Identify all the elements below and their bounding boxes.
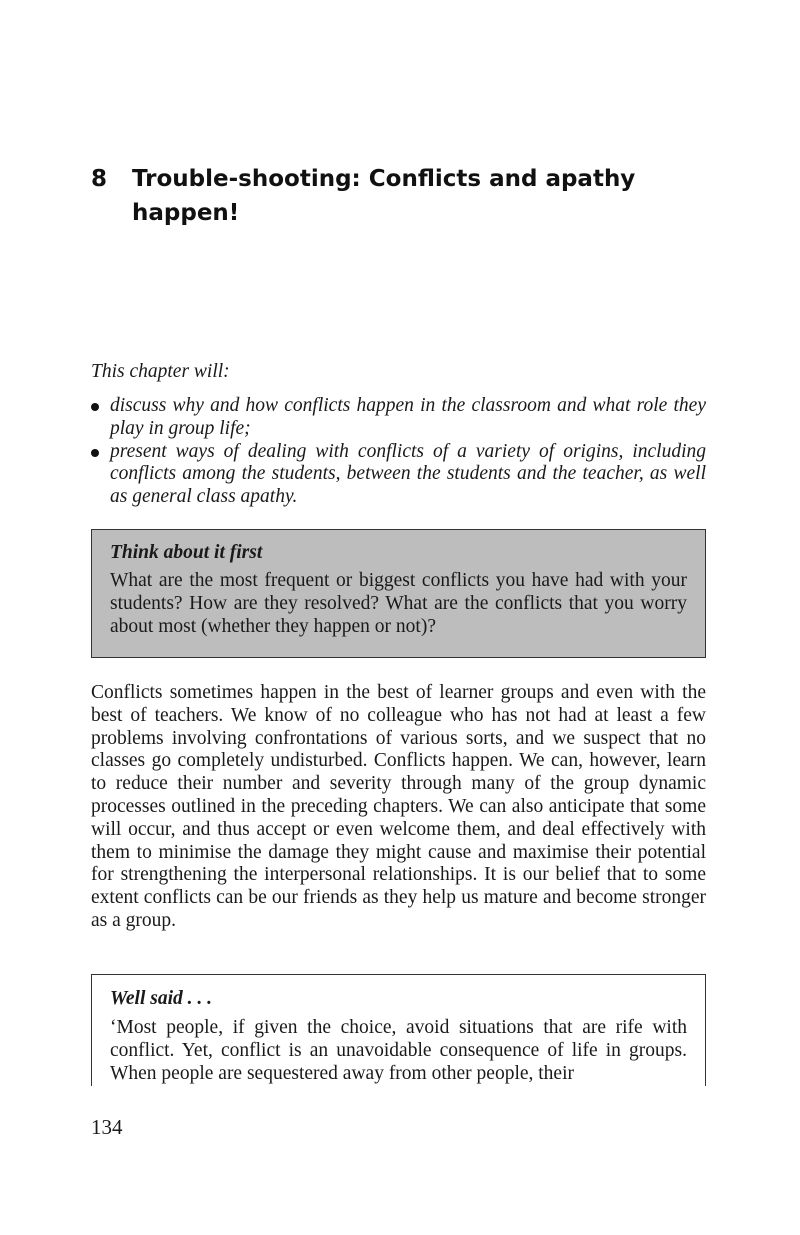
quote-box-text: ‘Most people, if given the choice, avoid situations that are rife with conflict. Yet, conflict is an unavoidable consequence of life in groups. When people are sequestered away from other people, their <box>110 1017 687 1084</box>
well-said-box <box>91 974 706 1086</box>
body-paragraph: Conflicts sometimes happen in the best of learner groups and even with the best of teachers. We know of no colleague who has not had at least a few problems involving confrontations of various sorts, and we suspect that no classes go completely undisturbed. Conflicts happen. We can, however, learn to reduce their number and severity through many of the group dynamic processes outlined in the preceding chapters. We can also anticipate that some will occur, and thus accept or even welcome them, and deal effectively with them to minimise the damage they might cause and maximise their potential for strengthening the interpersonal relationships. It is our belief that to some extent conflicts can be our friends as they help us mature and become stronger as a group. <box>91 682 706 931</box>
page-number: 134 <box>91 1115 123 1139</box>
objective-item <box>91 441 706 509</box>
intro-label: This chapter will: <box>91 361 230 382</box>
quote-box-title: Well said . . . <box>110 988 213 1009</box>
think-box-text: What are the most frequent or biggest conflicts you have had with your students? How are they resolved? What are the conflicts that you worry about most (whether they happen or not)? <box>110 570 687 637</box>
think-about-it-box <box>91 529 706 658</box>
bullet-icon <box>91 403 99 411</box>
objective-text: discuss why and how conflicts happen in the classroom and what role they play in group life; <box>110 395 706 439</box>
chapter-number: 8 <box>91 166 108 192</box>
objectives-list <box>91 395 706 509</box>
objective-item <box>91 395 706 441</box>
think-box-title: Think about it first <box>110 542 263 563</box>
chapter-heading <box>91 162 711 230</box>
objective-text: present ways of dealing with conflicts of a variety of origins, including conflicts among the students, between the students and the teacher, as well as general class apathy. <box>110 440 706 508</box>
chapter-title: Trouble-shooting: Conflicts and apathy happen! <box>132 166 636 226</box>
bullet-icon <box>91 449 99 457</box>
